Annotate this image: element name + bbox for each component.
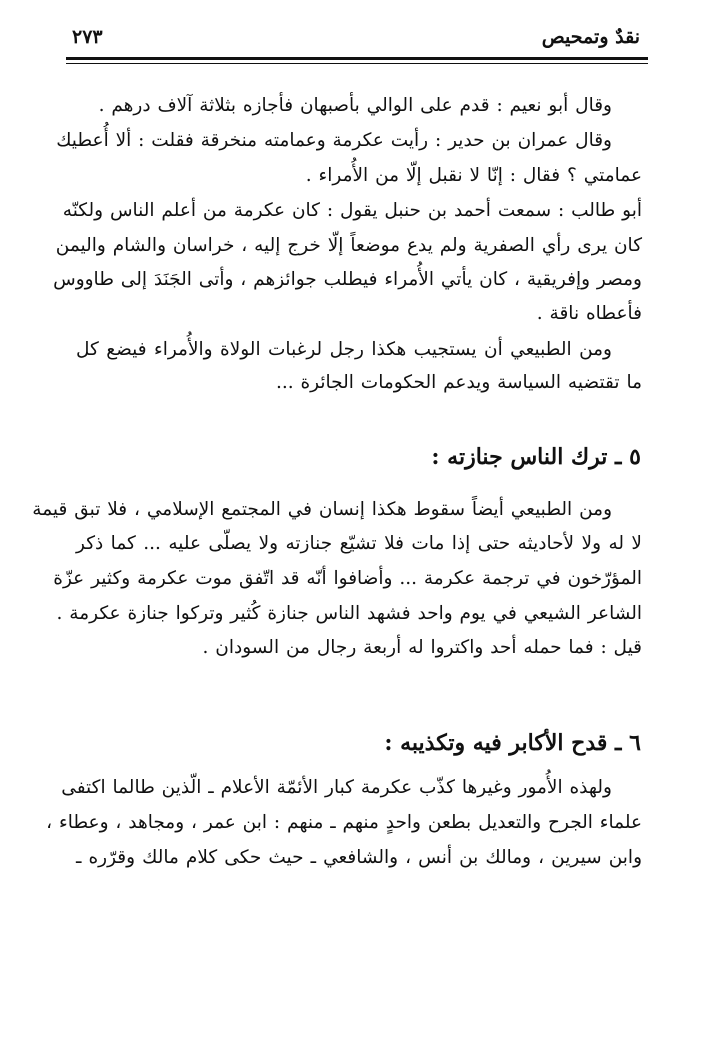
text-line: ومصر وإفريقية ، كان يأتي الأُمراء فيطلب جوائزهم ، وأتى الجَنَدَ إلى طاووس: [53, 269, 642, 290]
text-line: وقال أبو نعيم : قدم على الوالي بأصبهان فأجازه بثلاثة آلاف درهم .: [98, 95, 612, 116]
text-line: لا له ولا لأحاديثه حتى إذا مات فلا تشيّع جنازته ولا يصلّى عليه ... كما ذكر: [76, 533, 642, 554]
text-line: وقال عمران بن حدير : رأيت عكرمة وعمامته منخرقة فقلت : ألا أُعطيك: [56, 130, 612, 151]
text-line: ومن الطبيعي أيضاً سقوط هكذا إنسان في المجتمع الإسلامي ، فلا تبق قيمة: [32, 499, 612, 520]
page-number: ٢٧٣: [72, 26, 103, 48]
text-line: ما تقتضيه السياسة ويدعم الحكومات الجائرة ...: [275, 372, 642, 393]
text-line: ومن الطبيعي أن يستجيب هكذا رجل لرغبات الولاة والأُمراء فيضع كل: [76, 339, 612, 360]
header-rule-thin: [66, 63, 648, 64]
text-line: كان يرى رأي الصفرية ولم يدع موضعاً إلّا خرج إليه ، خراسان والشام واليمن: [55, 235, 642, 256]
text-line: أبو طالب : سمعت أحمد بن حنبل يقول : كان عكرمة من أعلم الناس ولكنّه: [62, 200, 642, 221]
text-line: قيل : فما حمله أحد واكتروا له أربعة رجال من السودان .: [202, 637, 642, 658]
text-line: فأعطاه ناقة .: [536, 303, 642, 324]
section-heading-5: ٥ ـ ترك الناس جنازته :: [431, 444, 641, 470]
text-line: ولهذه الأُمور وغيرها كذّب عكرمة كبار الأئمّة الأعلام ـ الّذين طالما اكتفى: [61, 777, 612, 798]
text-line: الشاعر الشيعي في يوم واحد فشهد الناس جنازة كُثير وتركوا جنازة عكرمة .: [56, 603, 642, 624]
running-header-title: نقدٌ وتمحيص: [541, 26, 640, 48]
text-line: وابن سيرين ، ومالك بن أنس ، والشافعي ـ حيث حكى كلام مالك وقرّره ـ: [76, 847, 642, 868]
header-rule: [66, 57, 648, 60]
text-line: عمامتي ؟ فقال : إنّا لا نقبل إلّا من الأُمراء .: [305, 165, 642, 186]
text-line: علماء الجرح والتعديل بطعن واحدٍ منهم ـ منهم : ابن عمر ، ومجاهد ، وعطاء ،: [46, 812, 642, 833]
section-heading-6: ٦ ـ قدح الأكابر فيه وتكذيبه :: [384, 730, 641, 756]
text-line: المؤرّخون في ترجمة عكرمة ... وأضافوا أنّه قد اتّفق موت عكرمة وكثير عزّة: [53, 568, 642, 589]
